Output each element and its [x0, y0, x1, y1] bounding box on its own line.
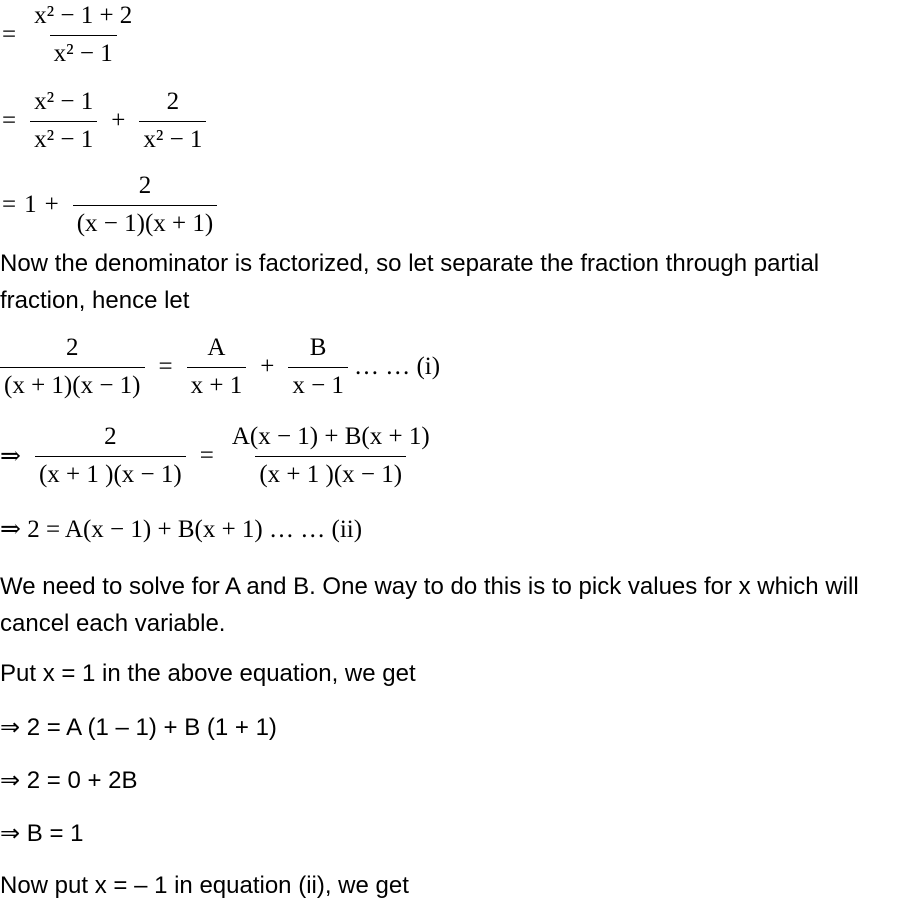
denominator: (x + 1 )(x − 1) — [255, 456, 406, 490]
numerator: 2 — [104, 423, 117, 450]
equals-sign: = — [2, 21, 17, 49]
fraction — [35, 423, 186, 490]
equation-line-4 — [0, 334, 440, 401]
equals-sign: = — [158, 353, 173, 381]
denominator: x² − 1 — [50, 35, 117, 69]
numerator: x² − 1 + 2 — [34, 2, 133, 29]
equals-sign: = — [199, 442, 214, 470]
numerator: A(x − 1) + B(x + 1) — [231, 423, 430, 450]
denominator: (x + 1)(x − 1) — [0, 367, 145, 401]
equation-tag-i: … … (i) — [353, 353, 441, 381]
equation-line-6: ⇒ 2 = A(x − 1) + B(x + 1) … … (ii) — [0, 516, 363, 543]
fraction — [288, 334, 348, 401]
denominator: (x − 1)(x + 1) — [73, 205, 218, 239]
fraction — [187, 334, 247, 401]
denominator: x + 1 — [187, 367, 247, 401]
step-substitute: ⇒ 2 = A (1 – 1) + B (1 + 1) — [0, 714, 277, 741]
term-one: 1 — [24, 191, 37, 219]
step-simplify: ⇒ 2 = 0 + 2B — [0, 767, 138, 794]
numerator: 2 — [66, 334, 79, 361]
fraction — [30, 88, 97, 155]
fraction — [0, 334, 145, 401]
fraction — [139, 88, 206, 155]
numerator: A — [207, 334, 226, 361]
paragraph-put-x-minus-1: Now put x = – 1 in equation (ii), we get — [0, 872, 409, 899]
paragraph-partial-fraction: Now the denominator is factorized, so let separate the fraction through partial fraction, hence let — [0, 250, 820, 314]
fraction — [73, 172, 218, 239]
paragraph-solve-ab: We need to solve for A and B. One way to do this is to pick values for x which will cancel each variable. — [0, 573, 859, 637]
numerator: x² − 1 — [34, 88, 94, 115]
fraction — [228, 423, 434, 490]
fraction — [30, 2, 136, 69]
denominator: x − 1 — [288, 367, 348, 401]
plus-sign: + — [111, 107, 126, 135]
equals-sign: = — [2, 107, 17, 135]
numerator: 2 — [166, 88, 180, 115]
plus-sign: + — [260, 353, 275, 381]
equation-line-2 — [0, 88, 212, 155]
denominator: (x + 1 )(x − 1) — [35, 456, 186, 490]
numerator: B — [309, 334, 327, 361]
numerator: 2 — [138, 172, 152, 199]
denominator: x² − 1 — [139, 121, 206, 155]
step-result-b: ⇒ B = 1 — [0, 820, 84, 847]
equation-line-5 — [0, 423, 440, 490]
denominator: x² − 1 — [30, 121, 97, 155]
equation-line-1 — [0, 2, 142, 69]
equation-line-3 — [0, 172, 223, 239]
implies-arrow: ⇒ — [0, 443, 21, 471]
plus-sign: + — [44, 191, 59, 219]
paragraph-put-x-1: Put x = 1 in the above equation, we get — [0, 660, 416, 687]
equals-sign: = — [2, 191, 17, 219]
